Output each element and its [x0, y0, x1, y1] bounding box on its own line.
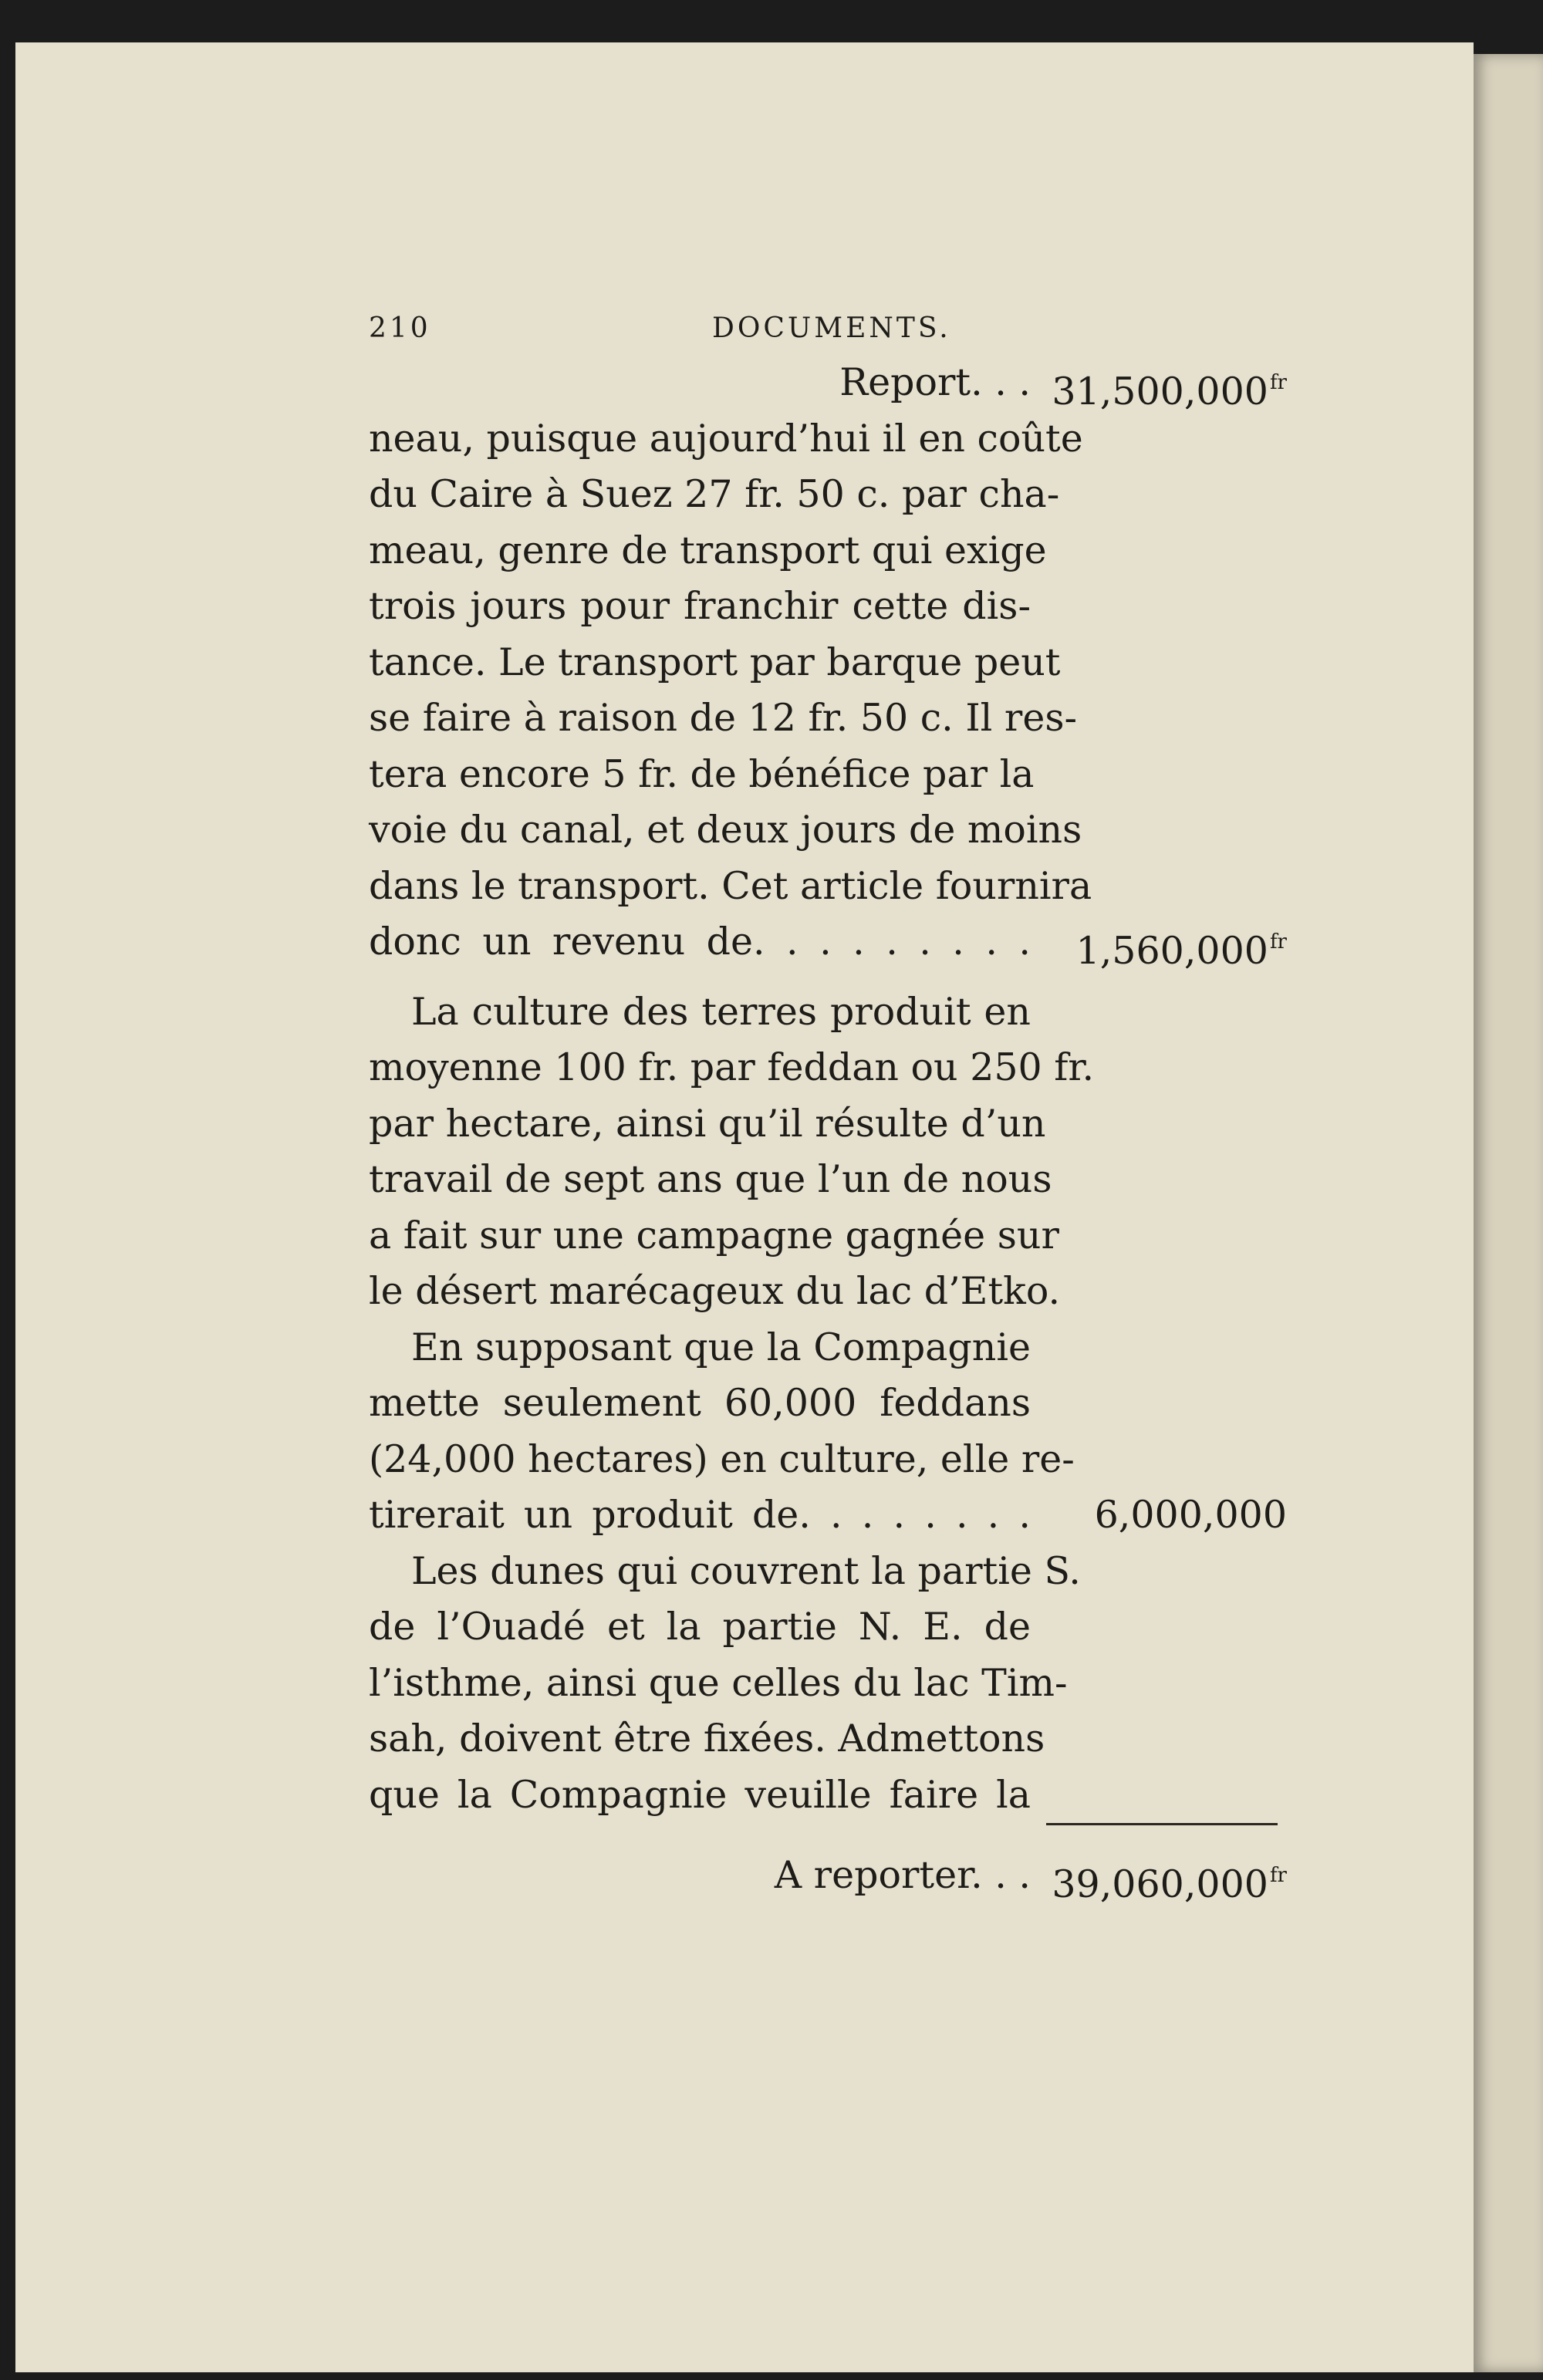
text-line: travail de sept ans que l’un de nous	[369, 1157, 1052, 1201]
text-line: Les dunes qui couvrent la partie S.	[411, 1548, 1081, 1593]
text-line: voie du canal, et deux jours de moins	[369, 808, 1082, 852]
culture-total-row	[369, 1487, 1295, 1544]
carry-label: A reporter. . .	[774, 1853, 1031, 1897]
text-line: tera encore 5 fr. de bénéfice par la	[369, 751, 1035, 796]
text-line: dans le transport. Cet article fournira	[369, 863, 1092, 908]
text-line: trois jours pour franchir cette dis-	[369, 584, 1031, 628]
sum-rule	[1046, 1823, 1278, 1825]
page-number: 210	[369, 312, 431, 344]
text-line: a fait sur une campagne gagnée sur	[369, 1213, 1059, 1258]
text-line: de l’Ouadé et la partie N. E. de	[369, 1605, 1031, 1649]
text-line: (24,000 hectares) en culture, elle re-	[369, 1436, 1075, 1481]
text-line: neau, puisque aujourd’hui il en coûte	[369, 416, 1083, 461]
report-amount: $31,500,000^{fr}$	[1052, 370, 1287, 414]
text-line: tirerait un produit de. . . . . . . .	[369, 1493, 1031, 1537]
text-line: l’isthme, ainsi que celles du lac Tim-	[369, 1660, 1068, 1705]
adjacent-page-edge	[1474, 54, 1543, 2372]
text-line: du Caire à Suez 27 fr. 50 c. par cha-	[369, 472, 1060, 516]
transport-amount: $1,560,000^{fr}$	[1075, 929, 1287, 973]
text-line: moyenne 100 fr. par feddan ou 250 fr.	[369, 1045, 1095, 1089]
carry-forward-row	[369, 1848, 1295, 1904]
page-header	[369, 312, 1295, 355]
running-title: DOCUMENTS.	[712, 312, 951, 344]
text-line: sah, doivent être fixées. Admettons	[369, 1717, 1045, 1761]
text-line: En supposant que la Compagnie	[411, 1325, 1031, 1369]
text-line: donc un revenu de. . . . . . . . .	[369, 920, 1031, 964]
carry-amount: $39,060,000^{fr}$	[1052, 1862, 1287, 1906]
page-text	[369, 312, 1295, 1904]
text-line: La culture des terres produit en	[411, 989, 1031, 1034]
text-line: se faire à raison de 12 fr. 50 c. Il res-	[369, 696, 1078, 740]
culture-amount: 6,000,000	[1094, 1493, 1287, 1537]
text-line: que la Compagnie veuille faire la	[369, 1772, 1031, 1817]
text-line: par hectare, ainsi qu’il résulte d’un	[369, 1101, 1046, 1146]
transport-total-row	[369, 914, 1295, 971]
text-line: le désert marécageux du lac d’Etko.	[369, 1269, 1061, 1313]
text-line: tance. Le transport par barque peut	[369, 640, 1061, 684]
text-line: mette seulement 60,000 feddans	[369, 1381, 1031, 1425]
report-label: Report. . .	[839, 360, 1031, 404]
text-line: meau, genre de transport qui exige	[369, 528, 1047, 572]
report-row	[369, 355, 1295, 414]
